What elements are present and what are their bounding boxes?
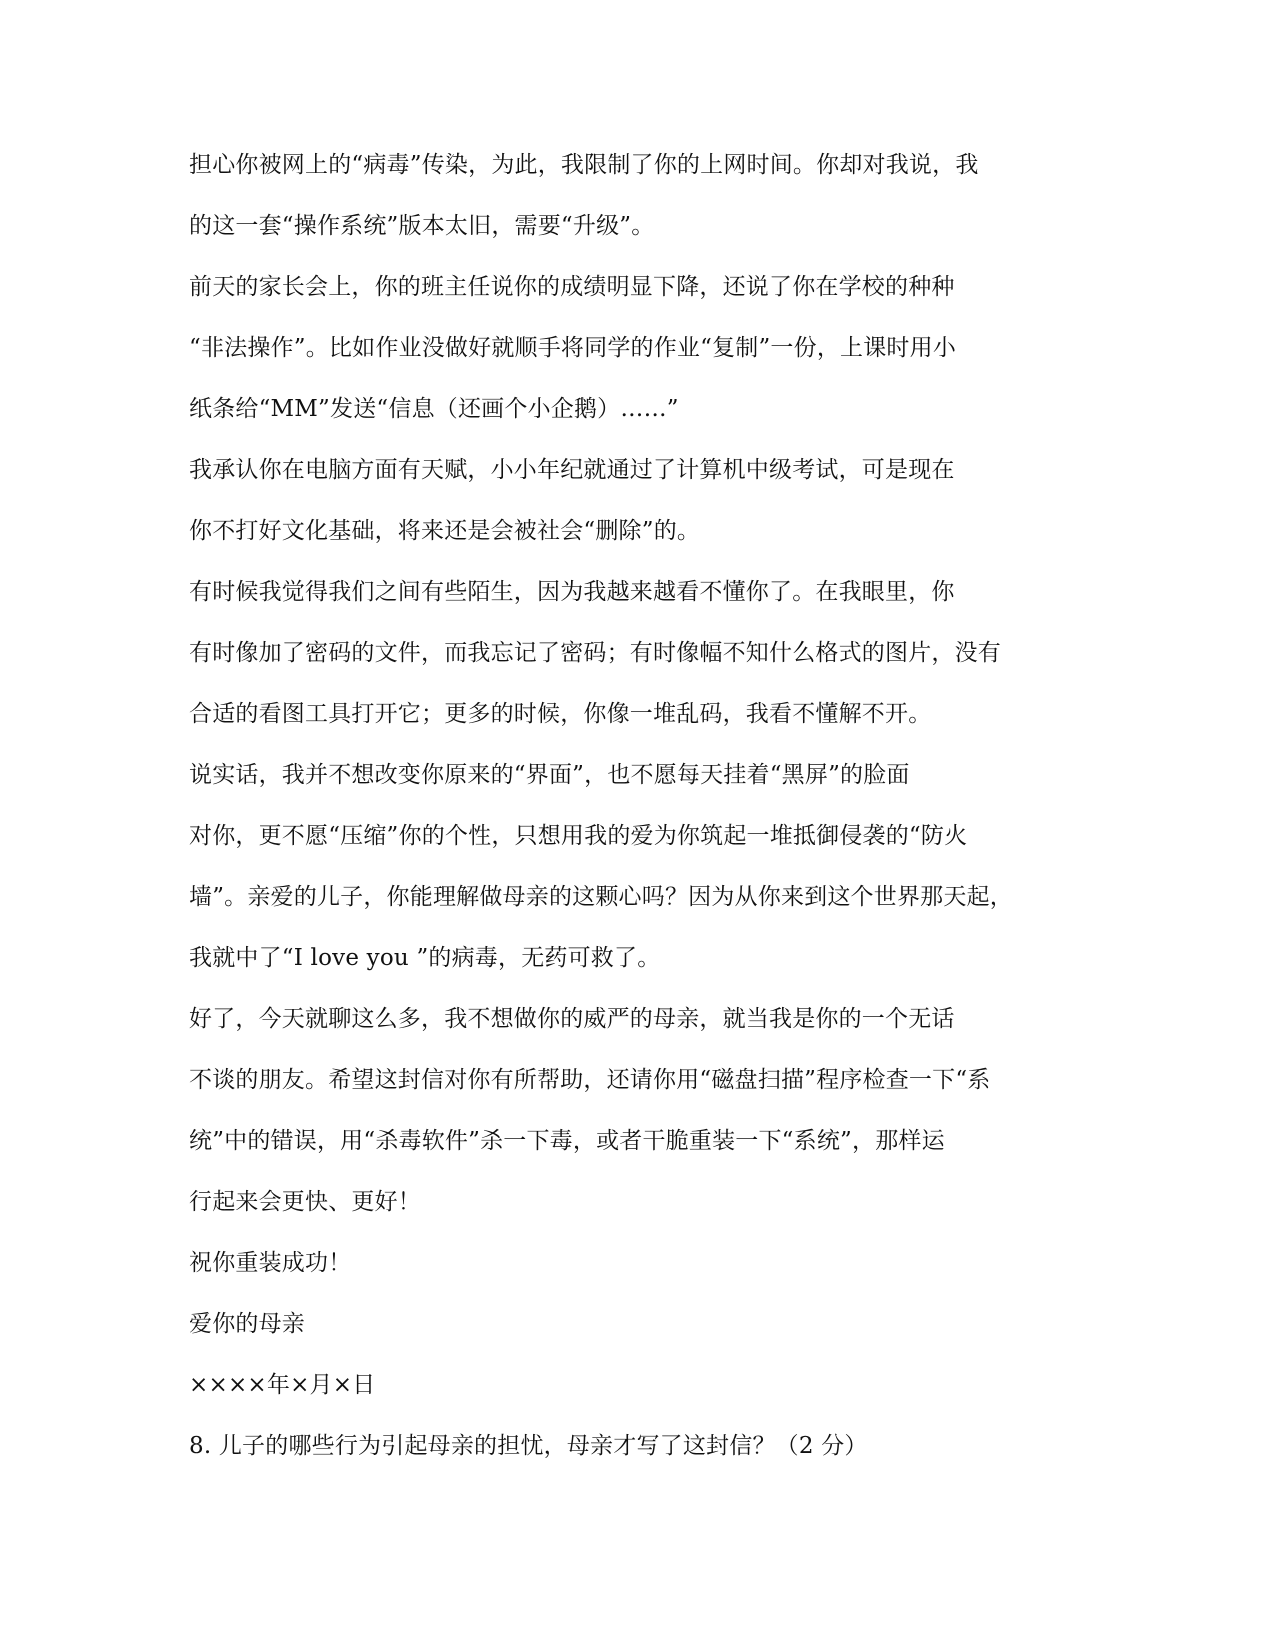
text-line: 合适的看图工具打开它；更多的时候，你像一堆乱码，我看不懂解不开。 — [189, 701, 932, 727]
text-line: 我承认你在电脑方面有天赋，小小年纪就通过了计算机中级考试，可是现在 — [189, 457, 955, 483]
text-line: 的这一套“操作系统”版本太旧，需要“升级”。 — [189, 213, 655, 239]
text-line: 我就中了“I love you ”的病毒，无药可救了。 — [189, 945, 661, 971]
text-line: 纸条给“MM”发送“信息（还画个小企鹅）……” — [189, 396, 679, 422]
text-line: 你不打好文化基础，将来还是会被社会“删除”的。 — [189, 518, 701, 544]
text-line: “非法操作”。比如作业没做好就顺手将同学的作业“复制”一份，上课时用小 — [189, 335, 957, 361]
question-8: 8. 儿子的哪些行为引起母亲的担忧，母亲才写了这封信？（2 分） — [189, 1433, 868, 1459]
text-line: 担心你被网上的“病毒”传染，为此，我限制了你的上网时间。你却对我说，我 — [189, 152, 979, 178]
text-line: 对你，更不愿“压缩”你的个性，只想用我的爱为你筑起一堆抵御侵袭的“防火 — [189, 823, 968, 849]
letter-body — [189, 143, 1089, 1485]
text-line: 好了，今天就聊这么多，我不想做你的威严的母亲，就当我是你的一个无话 — [189, 1006, 955, 1032]
text-line: 有时像加了密码的文件，而我忘记了密码；有时像幅不知什么格式的图片，没有 — [189, 640, 1001, 666]
text-line: 墙”。亲爱的儿子，你能理解做母亲的这颗心吗？因为从你来到这个世界那天起， — [189, 884, 1013, 910]
text-line: 有时候我觉得我们之间有些陌生，因为我越来越看不懂你了。在我眼里，你 — [189, 579, 955, 605]
text-line: 统”中的错误，用“杀毒软件”杀一下毒，或者干脆重装一下“系统”，那样运 — [189, 1128, 945, 1154]
signature: 爱你的母亲 — [189, 1311, 305, 1337]
text-line: 说实话，我并不想改变你原来的“界面”，也不愿每天挂着“黑屏”的脸面 — [189, 762, 910, 788]
text-line: 前天的家长会上，你的班主任说你的成绩明显下降，还说了你在学校的种种 — [189, 274, 955, 300]
text-line: 行起来会更快、更好！ — [189, 1189, 421, 1215]
date-line: ××××年×月×日 — [189, 1372, 376, 1398]
text-line: 不谈的朋友。希望这封信对你有所帮助，还请你用“磁盘扫描”程序检查一下“系 — [189, 1067, 991, 1093]
closing-wish: 祝你重装成功！ — [189, 1250, 352, 1276]
